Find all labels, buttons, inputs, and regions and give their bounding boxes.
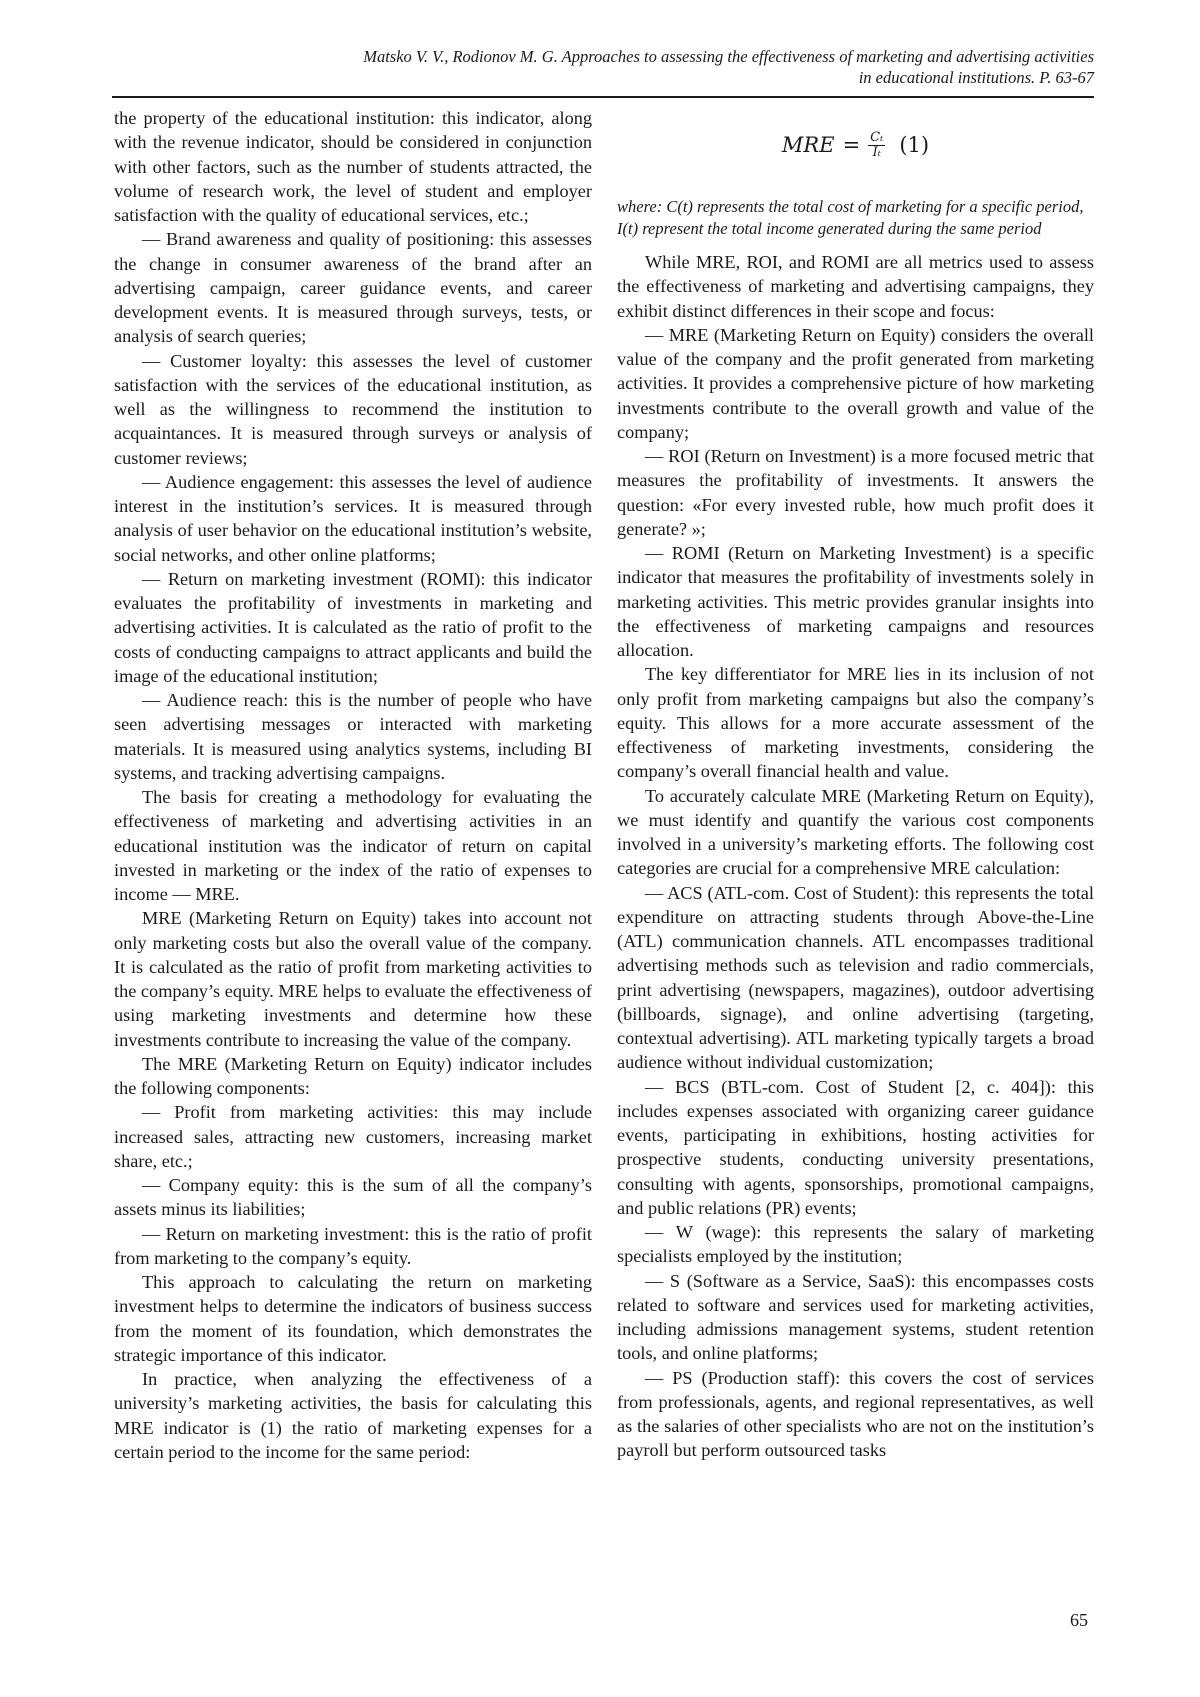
paragraph: — Profit from marketing activities: this may include increased sales, attracting new customers, increasing market share, etc.; bbox=[114, 1100, 592, 1173]
running-header-line-1: Matsko V. V., Rodionov M. G. Approaches to assessing the effectiveness of marketing and advertising activities bbox=[112, 46, 1094, 67]
mre-formula bbox=[617, 114, 1094, 176]
formula-lhs: MRE bbox=[782, 133, 835, 157]
paragraph: — W (wage): this represents the salary of marketing specialists employed by the institution; bbox=[617, 1220, 1094, 1269]
paragraph: MRE (Marketing Return on Equity) takes into account not only marketing costs but also the overall value of the company. It is calculated as the ratio of profit from marketing activities to the company’s equity. MRE helps to evaluate the effectiveness of using marketing investments and determine how these investments contribute to increasing the value of the company. bbox=[114, 906, 592, 1052]
paragraph: In practice, when analyzing the effectiveness of a university’s marketing activities, the basis for calculating this MRE indicator is (1) the ratio of marketing expenses for a certain period to the income for the same period: bbox=[114, 1367, 592, 1464]
paragraph: The basis for creating a methodology for evaluating the effectiveness of marketing and advertising activities in an educational institution was the indicator of return on capital invested in marketing or the index of the ratio of expenses to income — MRE. bbox=[114, 785, 592, 906]
paragraph: To accurately calculate MRE (Marketing Return on Equity), we must identify and quantify the various cost components involved in a university’s marketing efforts. The following cost categories are crucial for a comprehensive MRE calculation: bbox=[617, 784, 1094, 881]
paragraph: — ROMI (Return on Marketing Investment) is a specific indicator that measures the profitability of investments solely in marketing activities. This metric provides granular insights into the effectiveness of marketing campaigns and resources allocation. bbox=[617, 541, 1094, 662]
paragraph: — Customer loyalty: this assesses the level of customer satisfaction with the services of the educational institution, as well as the willingness to recommend the institution to acquaintances. It is measured through surveys or analysis of customer reviews; bbox=[114, 349, 592, 470]
formula-number: (1) bbox=[899, 133, 929, 157]
right-column bbox=[617, 106, 1094, 1463]
paragraph: The key differentiator for MRE lies in its inclusion of not only profit from marketing campaigns but also the company’s equity. This allows for a more accurate assessment of the effectiveness of marketing investments, considering the company’s overall financial health and value. bbox=[617, 662, 1094, 783]
paragraph: While MRE, ROI, and ROMI are all metrics used to assess the effectiveness of marketing and advertising campaigns, they exhibit distinct differences in their scope and focus: bbox=[617, 250, 1094, 323]
running-header bbox=[112, 46, 1094, 88]
paragraph: — Company equity: this is the sum of all the company’s assets minus its liabilities; bbox=[114, 1173, 592, 1222]
paragraph: — PS (Production staff): this covers the cost of services from professionals, agents, and regional representatives, as well as the salaries of other specialists who are not on the institution’s payroll but perform outsourced tasks bbox=[617, 1366, 1094, 1463]
formula-legend-line-1: where: C(t) represents the total cost of marketing for a specific period, bbox=[617, 197, 1084, 216]
paragraph: The MRE (Marketing Return on Equity) indicator includes the following components: bbox=[114, 1052, 592, 1101]
paragraph: — Brand awareness and quality of positioning: this assesses the change in consumer awareness of the brand after an advertising campaign, career guidance events, and career development events. It is measured through surveys, tests, or analysis of search queries; bbox=[114, 227, 592, 348]
paragraph: — Return on marketing investment (ROMI): this indicator evaluates the profitability of investments in marketing and advertising activities. It is calculated as the ratio of profit to the costs of conducting campaigns to attract applicants and build the image of the educational institution; bbox=[114, 567, 592, 688]
paragraph: — ACS (ATL-com. Cost of Student): this represents the total expenditure on attracting students through Above-the-Line (ATL) communication channels. ATL encompasses traditional advertising methods such as television and radio commercials, print advertising (newspapers, magazines), outdoor advertising (billboards, signage), and online advertising (targeting, contextual advertising). ATL marketing typically targets a broad audience without individual customization; bbox=[617, 881, 1094, 1075]
formula-numerator: Cₜ bbox=[868, 131, 885, 146]
paragraph: — Audience reach: this is the number of people who have seen advertising messages or interacted with marketing materials. It is measured using analytics systems, including BI systems, and tracking advertising campaigns. bbox=[114, 688, 592, 785]
formula-fraction bbox=[868, 131, 885, 160]
paragraph: — Return on marketing investment: this is the ratio of profit from marketing to the company’s equity. bbox=[114, 1222, 592, 1271]
formula-equals: = bbox=[843, 133, 861, 157]
running-header-line-2: in educational institutions. P. 63-67 bbox=[112, 67, 1094, 88]
paragraph: — BCS (BTL-com. Cost of Student [2, c. 404]): this includes expenses associated with organizing career guidance events, participating in exhibitions, hosting activities for prospective students, conducting university presentations, consulting with agents, sponsorships, promotional campaigns, and public relations (PR) events; bbox=[617, 1075, 1094, 1221]
left-column bbox=[114, 106, 592, 1464]
paragraph: — ROI (Return on Investment) is a more focused metric that measures the profitability of investments. It answers the question: «For every invested ruble, how much profit does it generate? »; bbox=[617, 444, 1094, 541]
paragraph: — MRE (Marketing Return on Equity) considers the overall value of the company and the profit generated from marketing activities. It provides a comprehensive picture of how marketing investments contribute to the overall growth and value of the company; bbox=[617, 323, 1094, 444]
paragraph: the property of the educational institution: this indicator, along with the revenue indicator, should be considered in conjunction with other factors, such as the number of students attracted, the volume of research work, the level of student and employer satisfaction with the quality of educational services, etc.; bbox=[114, 106, 592, 227]
formula-legend bbox=[617, 196, 1094, 240]
page-number: 65 bbox=[1070, 1610, 1088, 1631]
paragraph: — S (Software as a Service, SaaS): this encompasses costs related to software and services used for marketing activities, including admissions management systems, student retention tools, and online platforms; bbox=[617, 1269, 1094, 1366]
formula-legend-line-2: I(t) represent the total income generated during the same period bbox=[617, 219, 1041, 238]
formula-denominator: Iₜ bbox=[871, 146, 883, 160]
paragraph: This approach to calculating the return on marketing investment helps to determine the indicators of business success from the moment of its foundation, which demonstrates the strategic importance of this indicator. bbox=[114, 1270, 592, 1367]
header-divider bbox=[112, 96, 1094, 98]
paragraph: — Audience engagement: this assesses the level of audience interest in the institution’s services. It is measured through analysis of user behavior on the educational institution’s website, social networks, and other online platforms; bbox=[114, 470, 592, 567]
